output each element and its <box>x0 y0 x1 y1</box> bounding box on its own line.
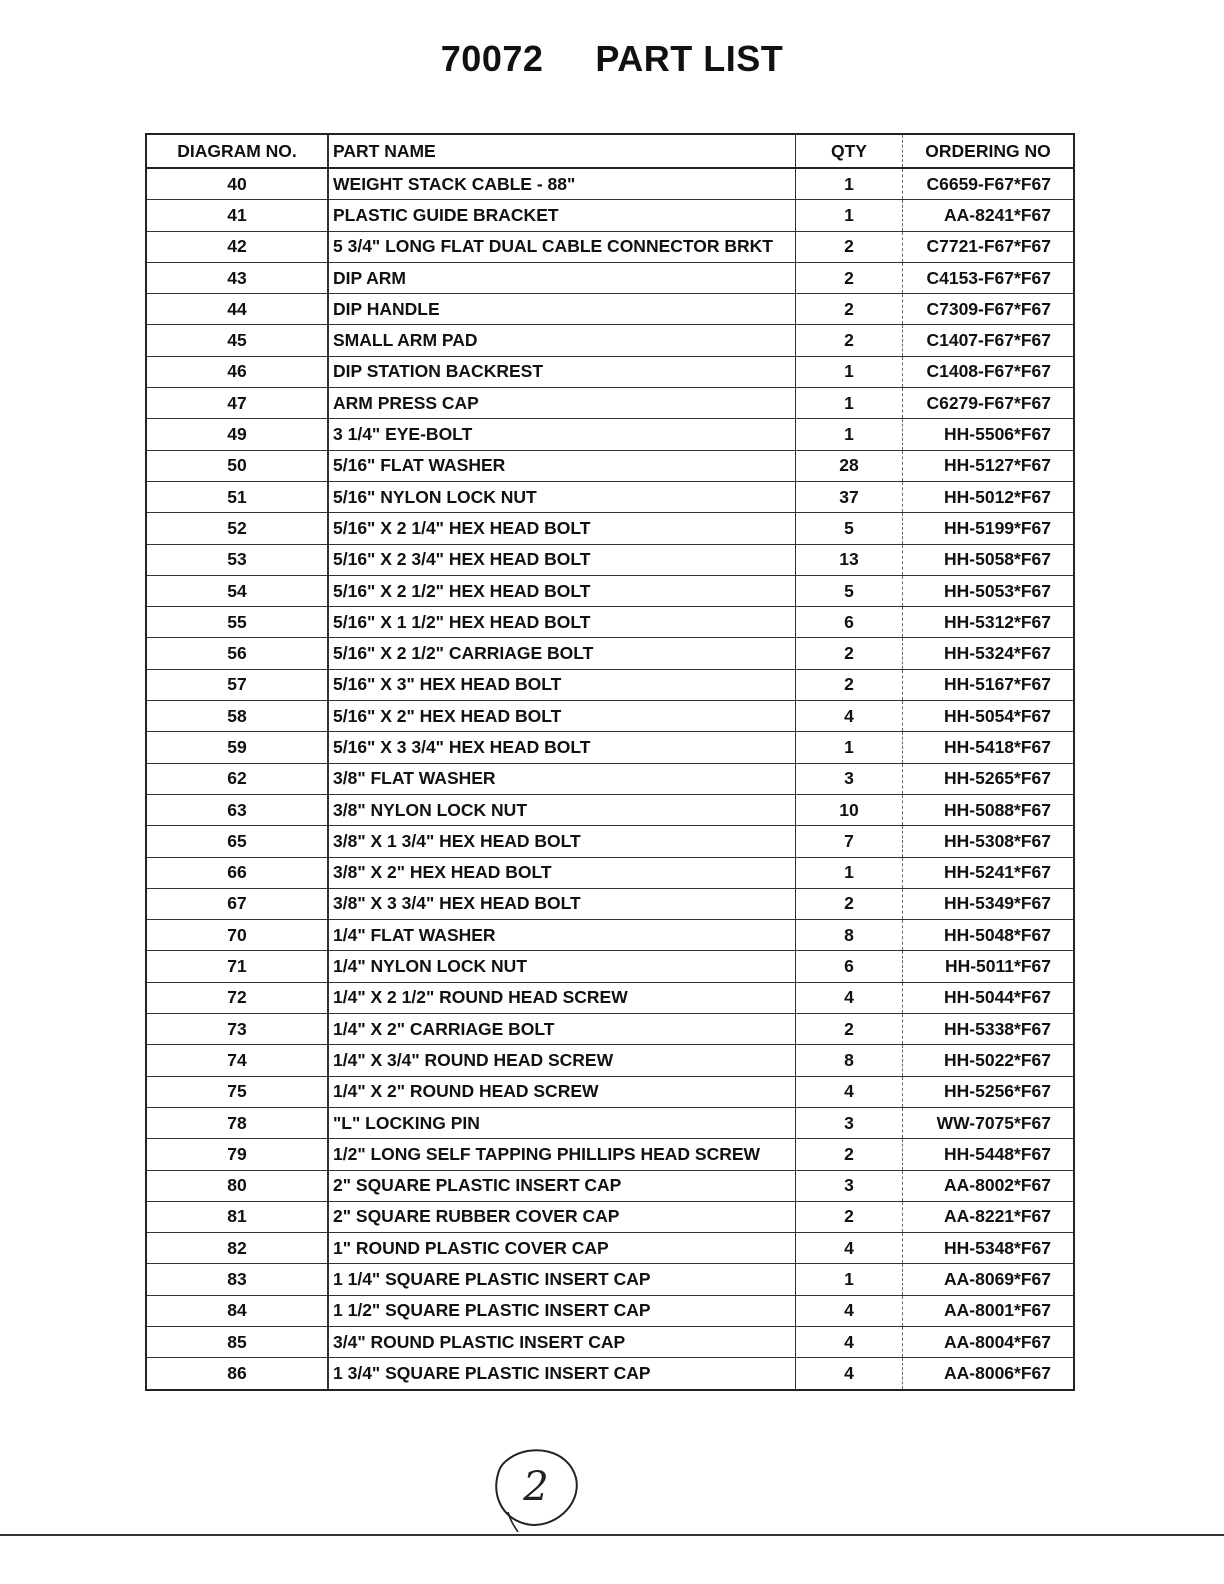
part-name-cell: DIP ARM <box>328 262 796 293</box>
qty-cell: 2 <box>796 669 903 700</box>
qty-cell: 2 <box>796 262 903 293</box>
diagram-no-cell: 54 <box>147 575 328 606</box>
diagram-no-cell: 62 <box>147 763 328 794</box>
qty-cell: 4 <box>796 1233 903 1264</box>
part-name-cell: 1 3/4" SQUARE PLASTIC INSERT CAP <box>328 1358 796 1389</box>
diagram-no-cell: 52 <box>147 513 328 544</box>
page-number-text: 2 <box>523 1464 549 1510</box>
qty-cell: 4 <box>796 1326 903 1357</box>
qty-cell: 2 <box>796 231 903 262</box>
ordering-no-cell: HH-5012*F67 <box>903 481 1074 512</box>
parts-table-container <box>145 133 1075 1391</box>
table-row <box>147 732 1073 763</box>
diagram-no-cell: 59 <box>147 732 328 763</box>
diagram-no-cell: 82 <box>147 1233 328 1264</box>
table-row <box>147 200 1073 231</box>
ordering-no-cell: AA-8004*F67 <box>903 1326 1074 1357</box>
header-ordering-no: ORDERING NO <box>903 135 1074 168</box>
ordering-no-cell: HH-5044*F67 <box>903 982 1074 1013</box>
diagram-no-cell: 43 <box>147 262 328 293</box>
table-row <box>147 1326 1073 1357</box>
table-row <box>147 920 1073 951</box>
diagram-no-cell: 44 <box>147 294 328 325</box>
diagram-no-cell: 75 <box>147 1076 328 1107</box>
qty-cell: 37 <box>796 481 903 512</box>
diagram-no-cell: 41 <box>147 200 328 231</box>
qty-cell: 2 <box>796 294 903 325</box>
table-row <box>147 1170 1073 1201</box>
table-row <box>147 575 1073 606</box>
qty-cell: 2 <box>796 888 903 919</box>
qty-cell: 2 <box>796 1139 903 1170</box>
table-header-row <box>147 135 1073 168</box>
part-name-cell: 3/8" X 2" HEX HEAD BOLT <box>328 857 796 888</box>
table-row <box>147 168 1073 200</box>
ordering-no-cell: AA-8002*F67 <box>903 1170 1074 1201</box>
part-name-cell: 3/8" FLAT WASHER <box>328 763 796 794</box>
table-row <box>147 325 1073 356</box>
qty-cell: 28 <box>796 450 903 481</box>
ordering-no-cell: HH-5241*F67 <box>903 857 1074 888</box>
qty-cell: 3 <box>796 1107 903 1138</box>
qty-cell: 1 <box>796 200 903 231</box>
qty-cell: 6 <box>796 951 903 982</box>
part-name-cell: 5/16" X 3" HEX HEAD BOLT <box>328 669 796 700</box>
page-title <box>0 38 1224 80</box>
part-name-cell: DIP STATION BACKREST <box>328 356 796 387</box>
qty-cell: 8 <box>796 1045 903 1076</box>
parts-table <box>147 135 1073 1389</box>
table-row <box>147 231 1073 262</box>
table-body <box>147 168 1073 1389</box>
table-row <box>147 1295 1073 1326</box>
header-qty: QTY <box>796 135 903 168</box>
ordering-no-cell: HH-5054*F67 <box>903 701 1074 732</box>
part-name-cell: 5/16" X 2 1/4" HEX HEAD BOLT <box>328 513 796 544</box>
table-row <box>147 669 1073 700</box>
diagram-no-cell: 86 <box>147 1358 328 1389</box>
table-row <box>147 388 1073 419</box>
table-row <box>147 1139 1073 1170</box>
table-row <box>147 1233 1073 1264</box>
table-row <box>147 513 1073 544</box>
qty-cell: 2 <box>796 325 903 356</box>
part-name-cell: 3 1/4" EYE-BOLT <box>328 419 796 450</box>
diagram-no-cell: 73 <box>147 1014 328 1045</box>
diagram-no-cell: 81 <box>147 1201 328 1232</box>
part-name-cell: 1/4" X 3/4" ROUND HEAD SCREW <box>328 1045 796 1076</box>
diagram-no-cell: 53 <box>147 544 328 575</box>
qty-cell: 6 <box>796 607 903 638</box>
qty-cell: 5 <box>796 575 903 606</box>
diagram-no-cell: 65 <box>147 826 328 857</box>
part-name-cell: 2" SQUARE PLASTIC INSERT CAP <box>328 1170 796 1201</box>
qty-cell: 7 <box>796 826 903 857</box>
table-row <box>147 1201 1073 1232</box>
table-row <box>147 1358 1073 1389</box>
table-row <box>147 294 1073 325</box>
qty-cell: 1 <box>796 1264 903 1295</box>
part-name-cell: 1 1/4" SQUARE PLASTIC INSERT CAP <box>328 1264 796 1295</box>
table-row <box>147 481 1073 512</box>
diagram-no-cell: 55 <box>147 607 328 638</box>
table-row <box>147 1107 1073 1138</box>
qty-cell: 2 <box>796 1014 903 1045</box>
qty-cell: 1 <box>796 356 903 387</box>
qty-cell: 13 <box>796 544 903 575</box>
ordering-no-cell: HH-5506*F67 <box>903 419 1074 450</box>
part-name-cell: 1/4" NYLON LOCK NUT <box>328 951 796 982</box>
table-row <box>147 982 1073 1013</box>
part-name-cell: ARM PRESS CAP <box>328 388 796 419</box>
diagram-no-cell: 63 <box>147 794 328 825</box>
ordering-no-cell: C7309-F67*F67 <box>903 294 1074 325</box>
qty-cell: 4 <box>796 1295 903 1326</box>
part-name-cell: WEIGHT STACK CABLE - 88" <box>328 168 796 200</box>
part-name-cell: 5/16" X 1 1/2" HEX HEAD BOLT <box>328 607 796 638</box>
diagram-no-cell: 74 <box>147 1045 328 1076</box>
ordering-no-cell: AA-8221*F67 <box>903 1201 1074 1232</box>
ordering-no-cell: HH-5338*F67 <box>903 1014 1074 1045</box>
qty-cell: 3 <box>796 1170 903 1201</box>
diagram-no-cell: 80 <box>147 1170 328 1201</box>
ordering-no-cell: HH-5448*F67 <box>903 1139 1074 1170</box>
ordering-no-cell: HH-5048*F67 <box>903 920 1074 951</box>
handwritten-page-number <box>490 1440 582 1532</box>
part-name-cell: 2" SQUARE RUBBER COVER CAP <box>328 1201 796 1232</box>
bottom-rule <box>0 1534 1224 1536</box>
diagram-no-cell: 57 <box>147 669 328 700</box>
model-number: 70072 <box>440 38 544 79</box>
table-row <box>147 262 1073 293</box>
part-name-cell: 5/16" X 2 1/2" CARRIAGE BOLT <box>328 638 796 669</box>
diagram-no-cell: 71 <box>147 951 328 982</box>
part-name-cell: PLASTIC GUIDE BRACKET <box>328 200 796 231</box>
qty-cell: 8 <box>796 920 903 951</box>
diagram-no-cell: 66 <box>147 857 328 888</box>
diagram-no-cell: 85 <box>147 1326 328 1357</box>
table-row <box>147 1264 1073 1295</box>
table-row <box>147 1045 1073 1076</box>
part-name-cell: 3/8" X 3 3/4" HEX HEAD BOLT <box>328 888 796 919</box>
header-diagram-no: DIAGRAM NO. <box>147 135 328 168</box>
part-name-cell: 1 1/2" SQUARE PLASTIC INSERT CAP <box>328 1295 796 1326</box>
ordering-no-cell: AA-8006*F67 <box>944 1362 1051 1383</box>
table-row <box>147 419 1073 450</box>
qty-cell: 1 <box>796 732 903 763</box>
qty-cell: 5 <box>796 513 903 544</box>
ordering-no-cell: WW-7075*F67 <box>903 1107 1074 1138</box>
table-row <box>147 888 1073 919</box>
part-name-cell: 5 3/4" LONG FLAT DUAL CABLE CONNECTOR BRKT <box>328 231 796 262</box>
table-row <box>147 857 1073 888</box>
table-row <box>147 356 1073 387</box>
part-name-cell: 5/16" X 3 3/4" HEX HEAD BOLT <box>328 732 796 763</box>
table-row <box>147 450 1073 481</box>
diagram-no-cell: 78 <box>147 1107 328 1138</box>
ordering-no-cell: AA-8241*F67 <box>903 200 1074 231</box>
header-part-name: PART NAME <box>328 135 796 168</box>
ordering-no-cell: C7721-F67*F67 <box>903 231 1074 262</box>
part-name-cell: DIP HANDLE <box>328 294 796 325</box>
table-row <box>147 794 1073 825</box>
part-name-cell: 1/4" X 2" CARRIAGE BOLT <box>328 1014 796 1045</box>
diagram-no-cell: 51 <box>147 481 328 512</box>
ordering-no-cell: C4153-F67*F67 <box>903 262 1074 293</box>
table-row <box>147 701 1073 732</box>
table-row <box>147 826 1073 857</box>
qty-cell: 1 <box>796 857 903 888</box>
qty-cell: 2 <box>796 638 903 669</box>
qty-cell: 4 <box>796 1358 903 1389</box>
qty-cell: 4 <box>796 1076 903 1107</box>
part-name-cell: 5/16" X 2 3/4" HEX HEAD BOLT <box>328 544 796 575</box>
ordering-no-cell: HH-5349*F67 <box>903 888 1074 919</box>
ordering-no-cell: AA-8001*F67 <box>903 1295 1074 1326</box>
ordering-no-cell: HH-5058*F67 <box>903 544 1074 575</box>
diagram-no-cell: 46 <box>147 356 328 387</box>
qty-cell: 4 <box>796 701 903 732</box>
table-row <box>147 544 1073 575</box>
diagram-no-cell: 49 <box>147 419 328 450</box>
part-name-cell: 5/16" FLAT WASHER <box>328 450 796 481</box>
diagram-no-cell: 47 <box>147 388 328 419</box>
ordering-no-cell: HH-5127*F67 <box>903 450 1074 481</box>
table-row <box>147 1076 1073 1107</box>
diagram-no-cell: 50 <box>147 450 328 481</box>
diagram-no-cell: 84 <box>147 1295 328 1326</box>
table-row <box>147 951 1073 982</box>
part-name-cell: 1/4" X 2" ROUND HEAD SCREW <box>328 1076 796 1107</box>
ordering-no-cell: C1407-F67*F67 <box>903 325 1074 356</box>
ordering-no-cell: C6279-F67*F67 <box>903 388 1074 419</box>
qty-cell: 1 <box>796 388 903 419</box>
qty-cell: 4 <box>796 982 903 1013</box>
part-name-cell: 5/16" NYLON LOCK NUT <box>328 481 796 512</box>
diagram-no-cell: 45 <box>147 325 328 356</box>
part-name-cell: 1/2" LONG SELF TAPPING PHILLIPS HEAD SCREW <box>328 1139 796 1170</box>
qty-cell: 1 <box>796 168 903 200</box>
ordering-no-cell: HH-5256*F67 <box>903 1076 1074 1107</box>
diagram-no-cell: 83 <box>147 1264 328 1295</box>
ordering-no-cell: C1408-F67*F67 <box>903 356 1074 387</box>
table-row <box>147 607 1073 638</box>
part-name-cell: 3/8" NYLON LOCK NUT <box>328 794 796 825</box>
part-name-cell: 5/16" X 2" HEX HEAD BOLT <box>328 701 796 732</box>
ordering-no-cell: HH-5348*F67 <box>903 1233 1074 1264</box>
ordering-no-cell: HH-5418*F67 <box>903 732 1074 763</box>
ordering-no-cell: C6659-F67*F67 <box>903 168 1074 200</box>
part-name-cell: "L" LOCKING PIN <box>328 1107 796 1138</box>
qty-cell: 10 <box>796 794 903 825</box>
ordering-no-cell: HH-5167*F67 <box>903 669 1074 700</box>
diagram-no-cell: 58 <box>147 701 328 732</box>
diagram-no-cell: 42 <box>147 231 328 262</box>
ordering-no-cell: HH-5022*F67 <box>903 1045 1074 1076</box>
ordering-no-cell: HH-5265*F67 <box>903 763 1074 794</box>
part-name-cell: 1/4" FLAT WASHER <box>328 920 796 951</box>
qty-cell: 2 <box>796 1201 903 1232</box>
ordering-no-cell: HH-5308*F67 <box>903 826 1074 857</box>
part-name-cell: 1/4" X 2 1/2" ROUND HEAD SCREW <box>328 982 796 1013</box>
part-name-cell: 3/4" ROUND PLASTIC INSERT CAP <box>328 1326 796 1357</box>
diagram-no-cell: 67 <box>147 888 328 919</box>
qty-cell: 3 <box>796 763 903 794</box>
part-name-cell: 3/8" X 1 3/4" HEX HEAD BOLT <box>328 826 796 857</box>
diagram-no-cell: 79 <box>147 1139 328 1170</box>
ordering-no-cell: HH-5011*F67 <box>903 951 1074 982</box>
ordering-no-cell: HH-5053*F67 <box>903 575 1074 606</box>
ordering-no-cell: HH-5088*F67 <box>903 794 1074 825</box>
part-name-cell: 1" ROUND PLASTIC COVER CAP <box>328 1233 796 1264</box>
ordering-no-cell: AA-8069*F67 <box>903 1264 1074 1295</box>
title-text: PART LIST <box>595 38 784 79</box>
circled-number-icon <box>490 1440 582 1532</box>
table-row <box>147 1014 1073 1045</box>
diagram-no-cell: 70 <box>147 920 328 951</box>
ordering-no-cell: HH-5312*F67 <box>903 607 1074 638</box>
diagram-no-cell: 56 <box>147 638 328 669</box>
table-row <box>147 638 1073 669</box>
part-name-cell: 5/16" X 2 1/2" HEX HEAD BOLT <box>328 575 796 606</box>
part-name-cell: SMALL ARM PAD <box>328 325 796 356</box>
qty-cell: 1 <box>796 419 903 450</box>
table-row <box>147 763 1073 794</box>
ordering-no-cell: HH-5324*F67 <box>903 638 1074 669</box>
ordering-no-cell: HH-5199*F67 <box>903 513 1074 544</box>
diagram-no-cell: 40 <box>147 168 328 200</box>
diagram-no-cell: 72 <box>147 982 328 1013</box>
